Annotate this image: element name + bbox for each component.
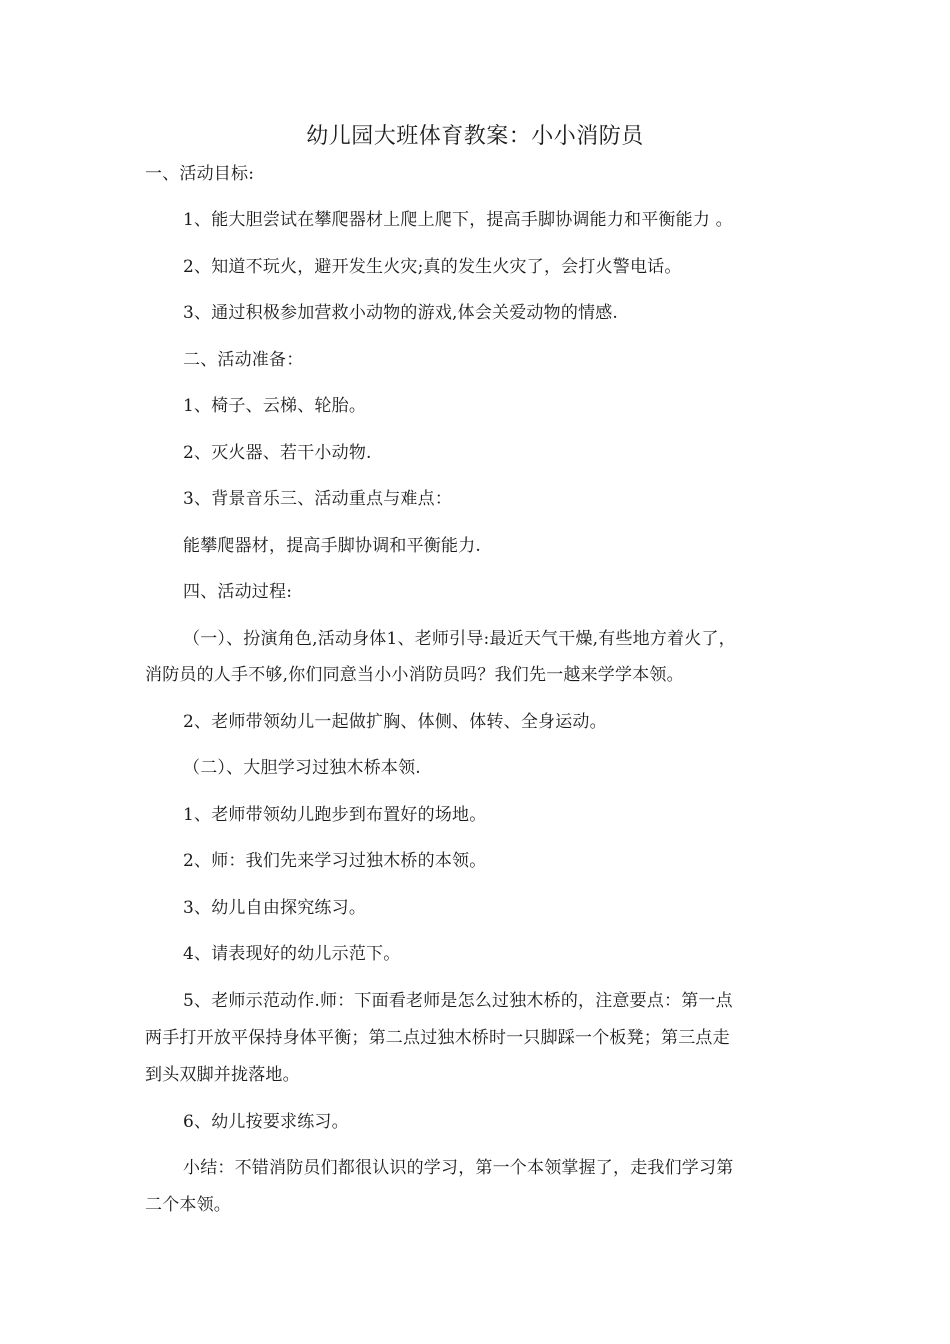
process-part-1-line-1: （一）、扮演角色,活动身体1、老师引导:最近天气干燥,有些地方着火了， xyxy=(183,629,736,649)
section-heading-process: 四、活动过程: xyxy=(183,582,293,602)
process-step-4: 4、请表现好的幼儿示范下。 xyxy=(183,944,401,964)
process-step-5-line-3: 到头双脚并拢落地。 xyxy=(145,1065,300,1085)
process-step-5-line-2: 两手打开放平保持身体平衡；第二点过独木桥时一只脚踩一个板凳；第三点走 xyxy=(145,1028,730,1048)
process-step-6: 6、幼儿按要求练习。 xyxy=(183,1112,349,1132)
preparation-item-3: 3、背景音乐三、活动重点与难点： xyxy=(183,489,453,509)
preparation-item-2: 2、灭火器、若干小动物. xyxy=(183,443,372,463)
key-points-text: 能攀爬器材，提高手脚协调和平衡能力. xyxy=(183,536,482,556)
process-step-2: 2、师：我们先来学习过独木桥的本领。 xyxy=(183,851,487,871)
summary-line-1: 小结：不错消防员们都很认识的学习，第一个本领掌握了，走我们学习第 xyxy=(183,1158,734,1178)
process-step-warmup: 2、老师带领幼儿一起做扩胸、体侧、体转、全身运动。 xyxy=(183,712,607,732)
goal-item-1: 1、能大胆尝试在攀爬器材上爬上爬下，提高手脚协调能力和平衡能力 。 xyxy=(183,210,733,230)
process-step-5-line-1: 5、老师示范动作.师：下面看老师是怎么过独木桥的，注意要点：第一点 xyxy=(183,991,733,1011)
goal-item-3: 3、通过积极参加营救小动物的游戏,体会关爱动物的情感. xyxy=(183,303,619,323)
goal-item-2: 2、知道不玩火，避开发生火灾;真的发生火灾了，会打火警电话。 xyxy=(183,257,682,277)
summary-line-2: 二个本领。 xyxy=(145,1195,231,1215)
process-step-3: 3、幼儿自由探究练习。 xyxy=(183,898,367,918)
process-step-1: 1、老师带领幼儿跑步到布置好的场地。 xyxy=(183,805,487,825)
process-part-1-line-2: 消防员的人手不够,你们同意当小小消防员吗？我们先一越来学学本领。 xyxy=(145,665,684,685)
section-heading-preparation: 二、活动准备： xyxy=(183,350,304,370)
preparation-item-1: 1、椅子、云梯、轮胎。 xyxy=(183,396,367,416)
page-title: 幼儿园大班体育教案：小小消防员 xyxy=(306,124,644,149)
process-part-2-heading: （二）、大胆学习过独木桥本领. xyxy=(183,758,421,778)
section-heading-goals: 一、活动目标: xyxy=(145,164,255,184)
